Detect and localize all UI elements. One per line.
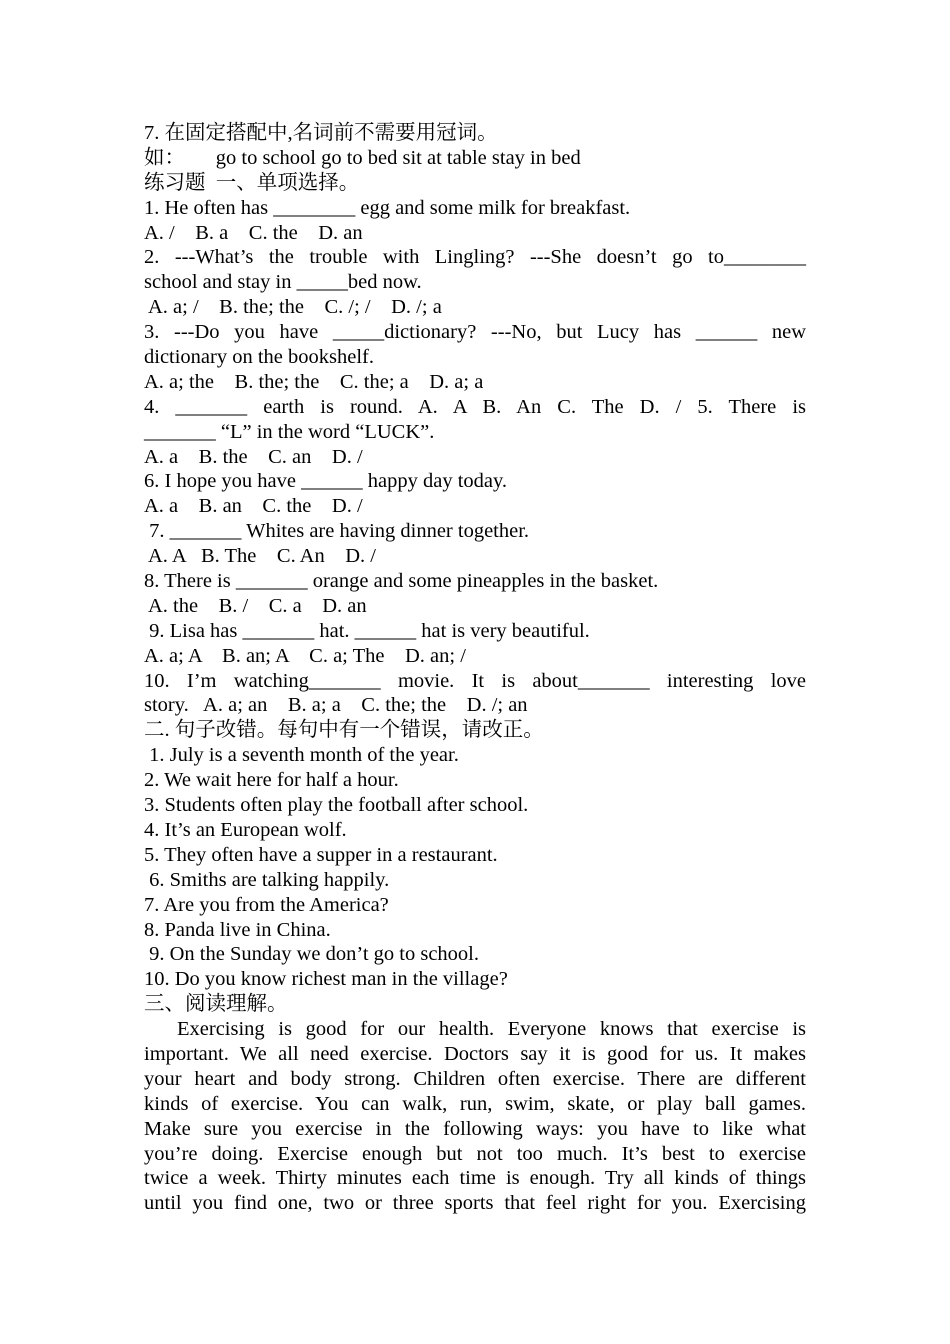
question-2-continued: school and stay in _____bed now. — [144, 271, 422, 294]
question-8: 8. There is _______ orange and some pineapples in the basket. — [144, 570, 659, 593]
question-3-continued: dictionary on the bookshelf. — [144, 346, 375, 369]
correction-3: 3. Students often play the football after school. — [144, 794, 529, 817]
question-5-options: A. a B. the C. an D. / — [144, 445, 363, 468]
question-10: 10. I’m watching_______ movie. It is about_______ interesting love — [144, 669, 806, 692]
passage-line: twice a week. Thirty minutes each time is enough. Try all kinds of things — [144, 1167, 806, 1190]
question-9-options: A. a; A B. an; A C. a; The D. an; / — [144, 644, 466, 667]
passage-line: Exercising is good for our health. Everyone knows that exercise is — [177, 1018, 806, 1041]
question-2-options: A. a; / B. the; the C. /; / D. /; a — [144, 296, 442, 319]
correction-1: 1. July is a seventh month of the year. — [144, 744, 459, 767]
question-6: 6. I hope you have ______ happy day today. — [144, 470, 508, 493]
correction-7: 7. Are you from the America? — [144, 893, 389, 916]
question-2: 2. ---What’s the trouble with Lingling? ---She doesn’t go to________ — [144, 246, 806, 269]
grammar-rule-7: 7. 在固定搭配中,名词前不需要用冠词。 — [144, 122, 498, 144]
question-4-and-5: 4. _______ earth is round. A. A B. An C. The D. / 5. There is — [144, 395, 806, 418]
passage-line: important. We all need exercise. Doctors say it is good for us. It makes — [144, 1042, 806, 1065]
passage-line: Make sure you exercise in the following ways: you have to like what — [144, 1117, 806, 1140]
document-page — [144, 121, 806, 1216]
reading-passage — [144, 1017, 806, 1216]
question-8-options: A. the B. / C. a D. an — [144, 594, 367, 617]
passage-line: until you find one, two or three sports that feel right for you. Exercising — [144, 1192, 806, 1215]
passage-line: you’re doing. Exercise enough but not too much. It’s best to exercise — [144, 1142, 806, 1165]
question-9: 9. Lisa has _______ hat. ______ hat is very beautiful. — [144, 619, 590, 642]
question-5-continued: _______ “L” in the word “LUCK”. — [144, 420, 435, 443]
question-10-options: story. A. a; an B. a; a C. the; the D. /; an — [144, 694, 528, 717]
correction-8: 8. Panda live in China. — [144, 918, 331, 941]
correction-4: 4. It’s an European wolf. — [144, 818, 347, 841]
section-heading-error-correction: 二. 句子改错。每句中有一个错误，请改正。 — [144, 719, 544, 742]
question-3-options: A. a; the B. the; the C. the; a D. a; a — [144, 370, 484, 393]
question-6-options: A. a B. an C. the D. / — [144, 495, 363, 518]
passage-line: kinds of exercise. You can walk, run, swim, skate, or play ball games. — [144, 1092, 806, 1115]
correction-9: 9. On the Sunday we don’t go to school. — [144, 943, 479, 966]
question-3: 3. ---Do you have _____dictionary? ---No, but Lucy has ______ new — [144, 321, 806, 344]
grammar-example: 如： go to school go to bed sit at table stay in bed — [144, 146, 581, 169]
passage-line: your heart and body strong. Children often exercise. There are different — [144, 1067, 806, 1090]
correction-6: 6. Smiths are talking happily. — [144, 868, 390, 891]
correction-5: 5. They often have a supper in a restaurant. — [144, 843, 498, 866]
section-heading-reading: 三、阅读理解。 — [144, 993, 288, 1016]
question-1-options: A. / B. a C. the D. an — [144, 221, 363, 244]
section-heading-multiple-choice: 练习题 一、单项选择。 — [144, 171, 360, 194]
correction-2: 2. We wait here for half a hour. — [144, 769, 399, 792]
question-7-options: A. A B. The C. An D. / — [144, 545, 376, 568]
question-1: 1. He often has ________ egg and some milk for breakfast. — [144, 196, 631, 219]
question-7: 7. _______ Whites are having dinner together. — [144, 520, 530, 543]
correction-10: 10. Do you know richest man in the village? — [144, 968, 508, 991]
